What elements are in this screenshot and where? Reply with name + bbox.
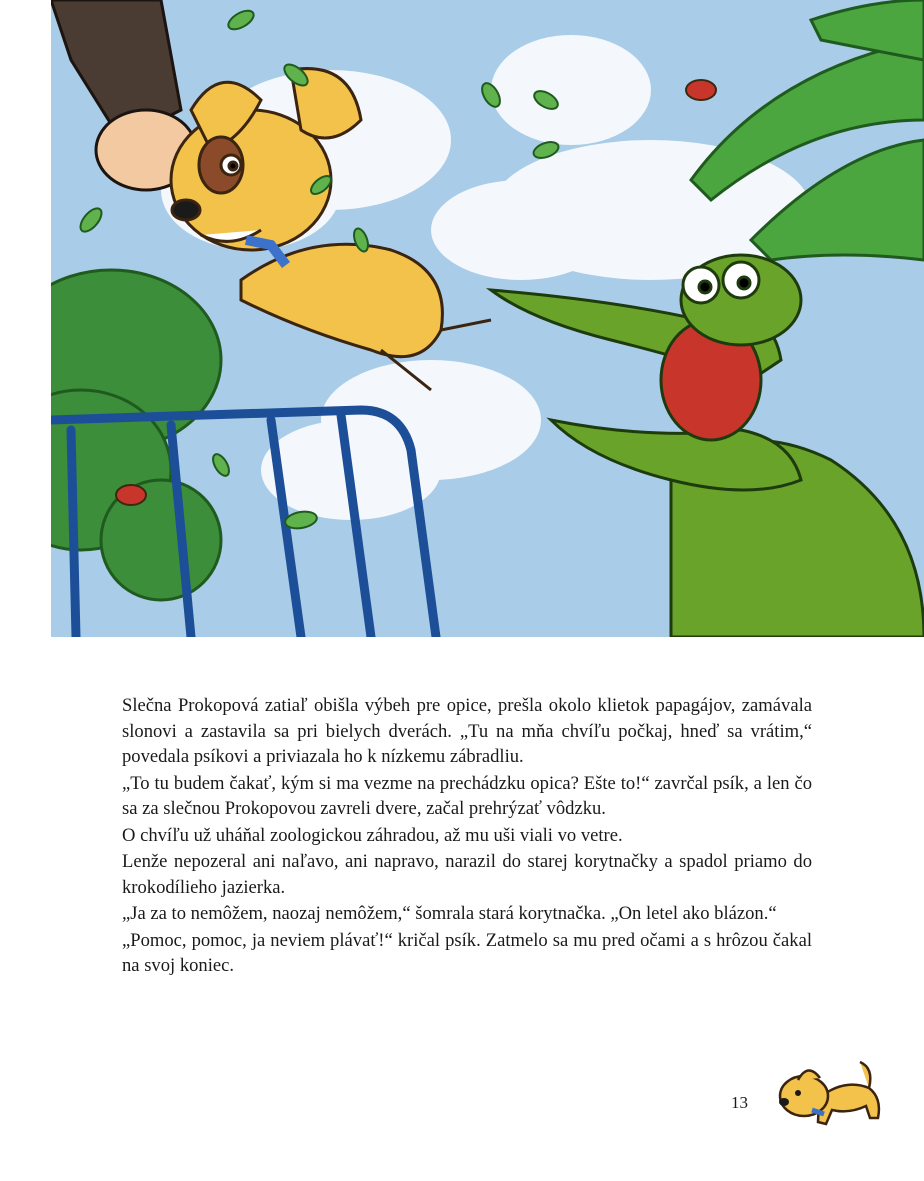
paragraph: O chvíľu už uháňal zoologickou záhradou, až mu uši viali vo vetre.	[122, 824, 623, 846]
paragraph: „Ja za to nemôžem, naozaj nemôžem,“ šomrala stará korytnačka. „On letel ako blázon.“	[122, 903, 777, 924]
story-text	[122, 693, 812, 980]
dog-crocodile-illustration	[51, 0, 924, 637]
paragraph: Slečna Prokopová zatiaľ obišla výbeh pre opice, prešla okolo klietok papagájov, zamávala slonovi a zastavila sa pri bielych dverách. „Tu na mňa chvíľu počkaj, hneď sa vrátim,“ povedala psíkovi a priviazala ho k nízkemu zábradliu.	[122, 695, 812, 767]
page-number: 13	[731, 1093, 748, 1112]
paragraph: Lenže nepozeral ani naľavo, ani napravo, narazil do starej korytnačky a spadol priamo do krokodílieho jazierka.	[122, 851, 812, 898]
small-dog-icon	[774, 1058, 890, 1132]
paragraph: „Pomoc, pomoc, ja neviem plávať!“ kričal psík. Zatmelo sa mu pred očami a s hrôzou čakal na svoj koniec.	[122, 929, 812, 976]
paragraph: „To tu budem čakať, kým si ma vezme na prechádzku opica? Ešte to!“ zavrčal psík, a len čo sa za slečnou Prokopovou zavreli dvere, začal prehrýzať vôdzku.	[122, 772, 812, 819]
